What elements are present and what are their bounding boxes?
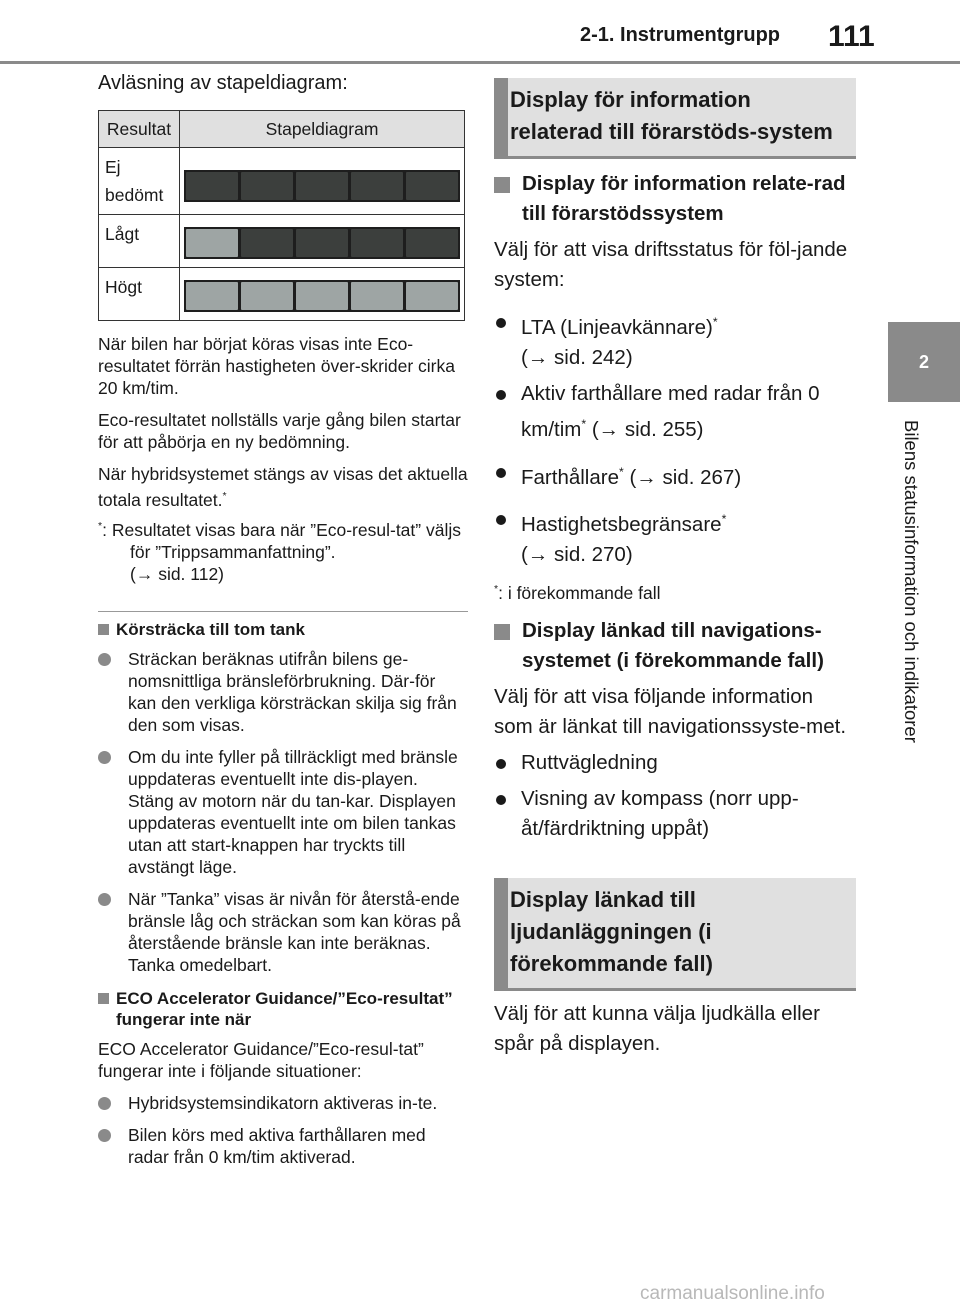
footnote: *: i förekommande fall xyxy=(494,583,661,604)
bullet-icon xyxy=(98,1097,111,1110)
bar-segment xyxy=(406,282,458,310)
list-item: Aktiv farthållare med radar från 0 km/tim* (→ sid. 255) xyxy=(494,379,856,445)
bar-segment xyxy=(351,282,403,310)
list-item: Om du inte fyller på tillräckligt med bränsle uppdateras eventuellt inte dis-playen. Stäng av motorn när du tan-kar. Displayen uppdateras eventuellt inte om bilen tankas utan att start-knappen har tryckts till avstängt läge. xyxy=(98,746,468,878)
chapter-tab: 2 xyxy=(888,322,960,402)
chapter-label: Bilens statusinformation och indikatorer xyxy=(901,420,922,743)
left-column xyxy=(98,72,468,1168)
paragraph: När hybridsystemet stängs av visas det aktuella totala resultatet.* xyxy=(98,464,468,510)
square-bullet-icon xyxy=(494,177,510,193)
square-bullet-icon xyxy=(494,624,510,640)
bar-segment xyxy=(351,172,403,200)
score-bar xyxy=(184,170,460,202)
bar-segment xyxy=(296,229,348,257)
list-item: Visning av kompass (norr upp-åt/färdriktning uppåt) xyxy=(494,784,856,844)
paragraph: ECO Accelerator Guidance/”Eco-resul-tat” fungerar inte i följande situationer: xyxy=(98,1038,424,1081)
page-ref: (→ sid. 112) xyxy=(130,563,225,584)
footnote-mark: * xyxy=(222,490,227,502)
section-title: ECO Accelerator Guidance/”Eco-resultat” fungerar inte när xyxy=(98,988,468,1030)
bullet-icon xyxy=(496,759,506,769)
row-label: Högt xyxy=(99,268,180,321)
bar-segment xyxy=(241,172,293,200)
bar-segment xyxy=(241,229,293,257)
row-label: bedömt xyxy=(105,185,164,205)
page-number: 111 xyxy=(828,20,875,53)
bullet-icon xyxy=(496,795,506,805)
table-row xyxy=(99,215,465,268)
section-heading-box: Display länkad till ljudanläggningen (i förekommande fall) xyxy=(494,878,856,991)
bar-segment xyxy=(351,229,403,257)
score-bar xyxy=(184,280,460,312)
page-ref: (→ sid. 267) xyxy=(629,465,742,489)
page-ref: (→ sid. 255) xyxy=(591,417,704,441)
list-item: Ruttvägledning xyxy=(494,748,856,778)
list-item: Sträckan beräknas utifrån bilens ge-nomsnittliga bränsleförbrukning. Där-för kan den verkliga körsträckan skilja sig från den som visas. xyxy=(98,648,468,736)
table-row xyxy=(99,268,465,321)
bullet-icon xyxy=(98,1129,111,1142)
section-divider xyxy=(98,611,468,612)
row-label: Lågt xyxy=(99,215,180,268)
bullet-icon xyxy=(496,318,506,328)
bar-chart-lead: Avläsning av stapeldiagram: xyxy=(98,72,348,94)
score-bar xyxy=(184,227,460,259)
bullet-icon xyxy=(496,390,506,400)
table-header-result: Resultat xyxy=(99,111,180,148)
subsection-title: Display länkad till navigations-systemet (i förekommande fall) xyxy=(494,616,856,676)
table-header-bar: Stapeldiagram xyxy=(180,111,465,148)
list-item: Bilen körs med aktiva farthållaren med radar från 0 km/tim aktiverad. xyxy=(98,1124,468,1168)
page-ref: (→ sid. 270) xyxy=(521,543,633,567)
bullet-icon xyxy=(98,893,111,906)
bar-segment xyxy=(406,229,458,257)
paragraph: Välj för att visa följande information som är länkat till navigationssyste-met. xyxy=(494,685,847,739)
section-title: Körsträcka till tom tank xyxy=(98,619,468,640)
bar-segment xyxy=(296,172,348,200)
right-column xyxy=(494,78,856,1059)
watermark: carmanualsonline.info xyxy=(640,1283,825,1304)
bar-chart-table xyxy=(98,110,465,321)
list-item: Hybridsystemsindikatorn aktiveras in-te. xyxy=(98,1092,468,1114)
list-item: När ”Tanka” visas är nivån för återstå-ende bränsle låg och sträckan som kan köras på återstående bränsle kan inte beräknas. Tanka omedelbart. xyxy=(98,888,468,976)
bullet-icon xyxy=(496,515,506,525)
list-item: Hastighetsbegränsare* (→ sid. 270) xyxy=(494,504,856,570)
list-item: LTA (Linjeavkännare)* (→ sid. 242) xyxy=(494,307,856,373)
paragraph: När bilen har börjat köras visas inte Eco-resultatet förrän hastigheten över-skrider cirka 20 km/tim. xyxy=(98,334,455,398)
bar-segment xyxy=(241,282,293,310)
list-item: Farthållare* (→ sid. 267) xyxy=(494,457,856,493)
bar-segment xyxy=(186,229,238,257)
bar-segment xyxy=(186,172,238,200)
square-bullet-icon xyxy=(98,993,109,1004)
square-bullet-icon xyxy=(98,624,109,635)
section-title: 2-1. Instrumentgrupp xyxy=(580,24,781,46)
subsection-title: Display för information relate-rad till förarstödssystem xyxy=(494,169,856,229)
page-ref: (→ sid. 242) xyxy=(521,345,633,369)
paragraph: Välj för att kunna välja ljudkälla eller spår på displayen. xyxy=(494,1002,820,1056)
bar-segment xyxy=(406,172,458,200)
table-row xyxy=(99,148,465,215)
bar-segment xyxy=(186,282,238,310)
paragraph: Eco-resultatet nollställs varje gång bilen startar för att påbörja en ny bedömning. xyxy=(98,410,461,452)
paragraph: Välj för att visa driftsstatus för föl-jande system: xyxy=(494,238,848,291)
bar-segment xyxy=(296,282,348,310)
header-divider xyxy=(0,61,960,64)
section-heading-box: Display för information relaterad till förarstöds-system xyxy=(494,78,856,159)
footnote: *: Resultatet visas bara när ”Eco-resul-tat” väljs för ”Trippsammanfattning”. (→ sid. 112) xyxy=(98,519,461,584)
bullet-icon xyxy=(496,468,506,478)
bullet-icon xyxy=(98,653,111,666)
bullet-icon xyxy=(98,751,111,764)
row-label: Ej xyxy=(105,157,121,177)
page-header xyxy=(0,0,960,62)
